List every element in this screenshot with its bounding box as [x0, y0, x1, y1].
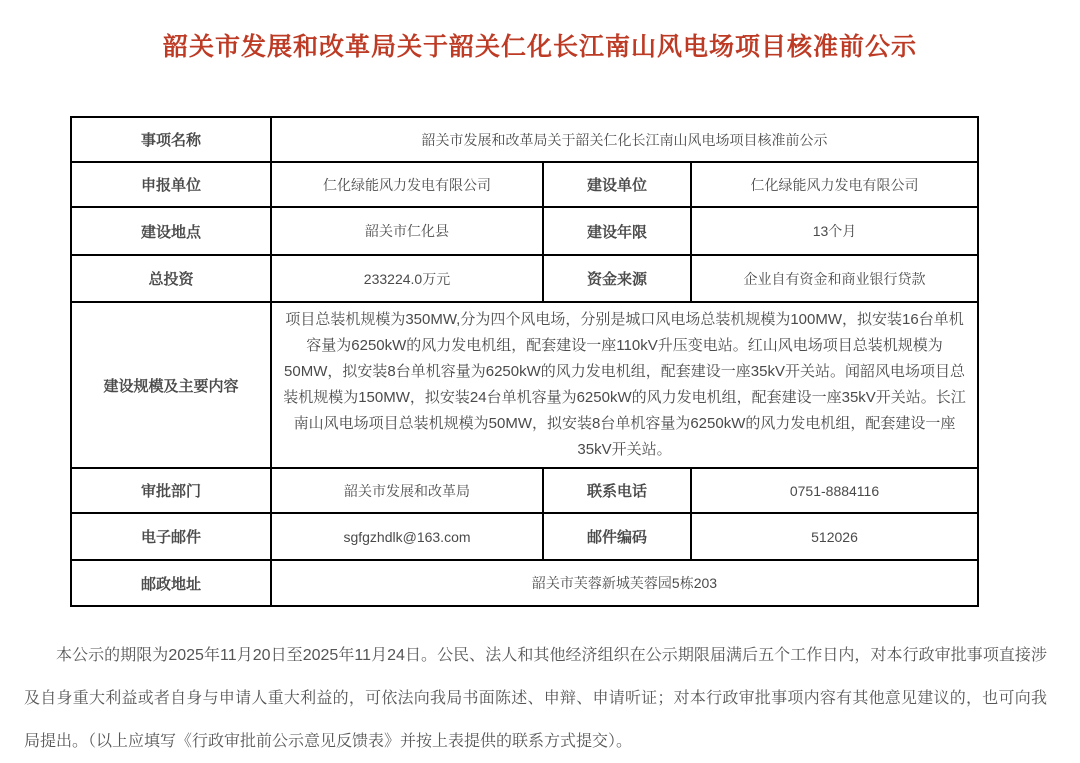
table-row-address	[71, 560, 978, 606]
construct-unit-label: 建设单位	[543, 162, 691, 207]
table-row-investment-funding	[71, 255, 978, 302]
duration-label: 建设年限	[543, 207, 691, 255]
postcode-value: 512026	[691, 513, 978, 560]
declare-unit-label: 申报单位	[71, 162, 271, 207]
investment-value: 233224.0万元	[271, 255, 543, 302]
table-row-dept-phone	[71, 468, 978, 513]
page-title: 韶关市发展和改革局关于韶关仁化长江南山风电场项目核准前公示	[162, 33, 917, 61]
table-row-item-name	[71, 117, 978, 162]
scale-label: 建设规模及主要内容	[71, 302, 271, 468]
approval-dept-value: 韶关市发展和改革局	[271, 468, 543, 513]
email-label: 电子邮件	[71, 513, 271, 560]
table-row-location-duration	[71, 207, 978, 255]
duration-value: 13个月	[691, 207, 978, 255]
table-row-scale	[71, 302, 978, 468]
email-value: sgfgzhdlk@163.com	[271, 513, 543, 560]
location-value: 韶关市仁化县	[271, 207, 543, 255]
funding-value: 企业自有资金和商业银行贷款	[691, 255, 978, 302]
phone-value: 0751-8884116	[691, 468, 978, 513]
phone-label: 联系电话	[543, 468, 691, 513]
project-info-table	[70, 116, 979, 607]
item-name-label: 事项名称	[71, 117, 271, 162]
item-name-value: 韶关市发展和改革局关于韶关仁化长江南山风电场项目核准前公示	[271, 117, 978, 162]
investment-label: 总投资	[71, 255, 271, 302]
scale-value: 项目总装机规模为350MW,分为四个风电场，分别是城口风电场总装机规模为100MW，拟安装16台单机容量为6250kW的风力发电机组，配套建设一座110kV升压变电站。红山风电场项目总装机规模为50MW，拟安装8台单机容量为6250kW的风力发电机组，配套建设一座35kV开关站。闻韶风电场项目总装机规模为150MW，拟安装24台单机容量为6250kW的风力发电机组，配套建设一座35kV开关站。长江南山风电场项目总装机规模为50MW，拟安装8台单机容量为6250kW的风力发电机组，配套建设一座35kV开关站。	[271, 302, 978, 468]
table-row-units	[71, 162, 978, 207]
construct-unit-value: 仁化绿能风力发电有限公司	[691, 162, 978, 207]
funding-label: 资金来源	[543, 255, 691, 302]
address-value: 韶关市芙蓉新城芙蓉园5栋203	[271, 560, 978, 606]
approval-dept-label: 审批部门	[71, 468, 271, 513]
announcement-page	[0, 30, 1080, 763]
postcode-label: 邮件编码	[543, 513, 691, 560]
notice-paragraph: 本公示的期限为2025年11月20日至2025年11月24日。公民、法人和其他经济组织在公示期限届满后五个工作日内，对本行政审批事项直接涉及自身重大利益或者自身与申请人重大利益的，可依法向我局书面陈述、申辩、申请听证；对本行政审批事项内容有其他意见建议的，也可向我局提出。（以上应填写《行政审批前公示意见反馈表》并按上表提供的联系方式提交）。	[24, 647, 1047, 750]
declare-unit-value: 仁化绿能风力发电有限公司	[271, 162, 543, 207]
table-row-email-postcode	[71, 513, 978, 560]
address-label: 邮政地址	[71, 560, 271, 606]
location-label: 建设地点	[71, 207, 271, 255]
